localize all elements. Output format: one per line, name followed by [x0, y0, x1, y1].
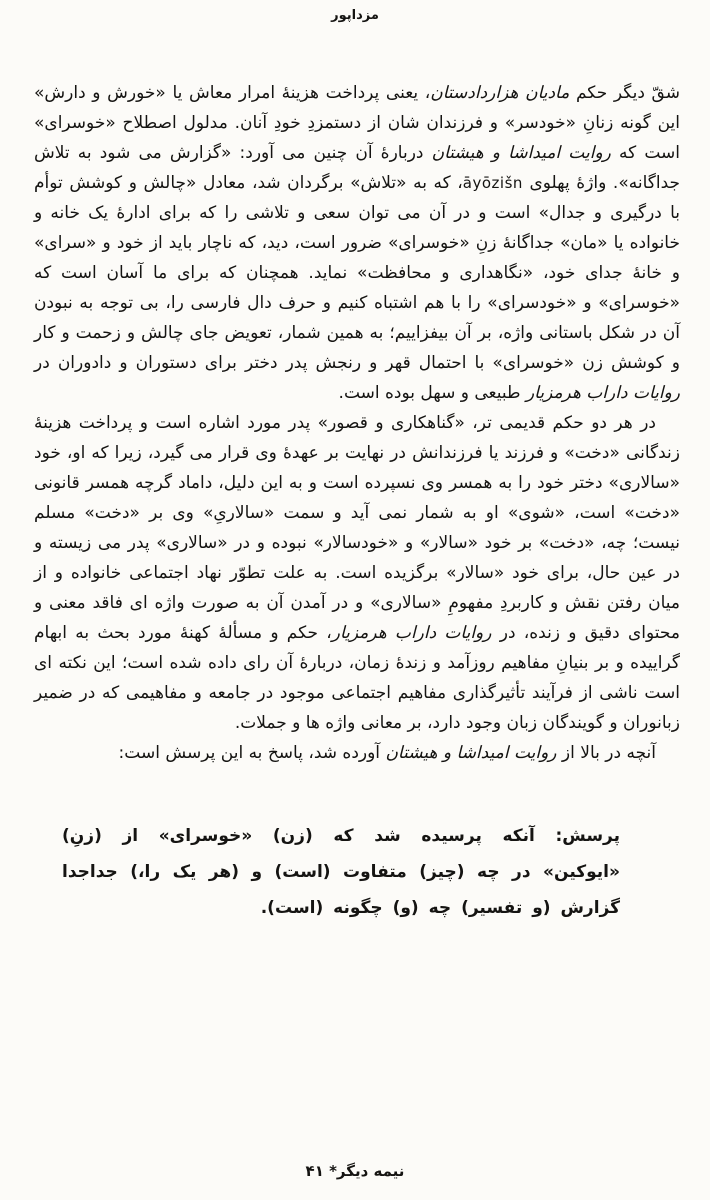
body-text — [34, 78, 680, 926]
paragraph-3: آنچه در بالا از روایت امیداشا و هیشتان آورده شد، پاسخ به این پرسش است: — [118, 743, 656, 763]
paragraph-2: در هر دو حکم قدیمی تر، «گناهکاری و قصور» پدر مورد اشاره است و پرداخت هزینهٔ زندگانی «دخت» و فرزند یا فرزندانش در نهایت بر عهدهٔ وی قرار می گیرد، زیرا که او، خود «سالاری» دختر خود را به همسر وی نسپرده است و به این دلیل، داماد گرچه همسر قانونی «دخت» است، «شوی» او به شمار نمی آید و سمت «سالاریِ» وی بر «دخت» مسلم نیست؛ چه، «دخت» بر خود «سالار» و «خودسالار» نبوده و در «سالاری» پدر می زیسته و در عین حال، برای خود «سالار» برگزیده است. به علت تطوّر نهاد اجتماعی خانواده و از میان رفتن نقش و کاربردِ مفهومِ «سالاری» و در آمدن آن به صورت واژه ای فاقد معنی و محتوای دقیق و زنده، در روایات داراب هرمزیار، حکم و مسألهٔ کهنهٔ مورد بحث به ابهام گراییده و بر بنیانِ مفاهیم روزآمد و زندهٔ زمان، دربارهٔ آن رای داده شده است؛ این نکته ای است ناشی از فرآیند تأثیرگذاری مفاهیم اجتماعی موجود در جامعه و مفاهیمی که در ضمیر زبانوران و گویندگان زبان وجود دارد، بر معانی واژه ها و جملات. — [34, 413, 681, 733]
footer-journal-and-page-number: نیمه دیگر* ۴۱ — [305, 1162, 405, 1180]
running-head: مزداپور — [331, 8, 379, 23]
question-block: پرسش: آنکه پرسیده شد که (زن) «خوسرای» از (زنِ) «ایوکین» در چه (چیز) متفاوت (است) و (هر یک را،) جداجدا گزارش (و تفسیر) چه (و) چگونه (است). — [62, 826, 620, 918]
paragraph-1: شقّ دیگر حکم مادیان هزاردادستان، یعنی پرداخت هزینهٔ امرار معاش یا «خورش و دارش» این گونه زنانِ «خودسر» و فرزندان شان از دستمزدِ خودِ آنان. مدلول اصطلاح «خوسرای» است که روایت امیداشا و هیشتان دربارهٔ آن چنین می آورد: «گزارش می شود به تلاش جداگانه». واژهٔ پهلوی āyōzišn، که به «تلاش» برگردان شد، معادل «چالش و کوشش توأم با درگیری و جدال» است و در آن می توان سعی و تلاشی را که برای ادارهٔ یک خانه و خانواده یا «مان» جداگانهٔ زنِ «خوسرای» ضرور است، دید، که ناچار باید از خود و «سرای» و خانهٔ جدای خود، «نگاهداری و محافظت» نماید. همچنان که برای ما آسان است که «خوسرای» و «خودسرای» را با هم اشتباه کنیم و حرف دال فارسی را، بی توجه به نبودن آن در شکل باستانی واژه، بر آن بیفزاییم؛ به همین شمار، تعویض جای چالش و زحمت و کار و کوشش زن «خوسرای» با احتمال قهر و رنجش پدر دختر برای دستوران و دادوران در روایات داراب هرمزیار طبیعی و سهل بوده است. — [34, 83, 681, 403]
page-footer — [0, 1162, 710, 1180]
